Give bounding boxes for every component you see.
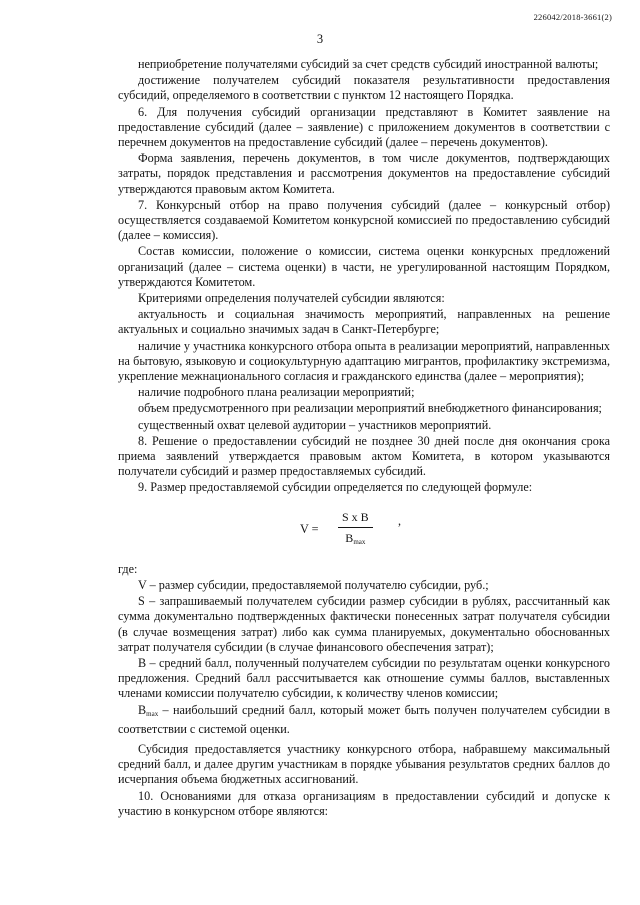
formula-denominator: $B_{max}$ [345,530,366,546]
paragraph: 7. Конкурсный отбор на право получения субсидий (далее – конкурсный отбор) осуществляется создаваемой Комитетом конкурсной комиссией по предоставлению субсидий (далее – комиссия). [118,197,610,243]
paragraph: 9. Размер предоставляемой субсидии определяется по следующей формуле: [138,480,533,495]
paragraph: Состав комиссии, положение о комиссии, система оценки конкурсных предложений организаций (далее – система оценки) в части, не урегулированной настоящим Порядком, утверждаются Комитетом. [118,244,610,289]
formula-comma: , [398,513,402,528]
where-label: где: [118,561,138,576]
paragraph: неприобретение получателями субсидий за счет средств субсидий иностранной валюты; [138,57,599,71]
paragraph: Субсидия предоставляется участнику конкурсного отбора, набравшему максимальный средний балл, и далее другим участникам в порядке убывания результатов средних баллов до исчерпания объема бюджетных ассигнований. [118,741,610,787]
paragraph: наличие подробного плана реализации мероприятий; [138,385,415,400]
paragraph: наличие у участника конкурсного отбора опыта в реализации мероприятий, направленных на бытовую, языковую и социокультурную адаптацию мигрантов, профилактику экстремизма, укрепление межнационального согласия и гражданского единства (далее – мероприятия); [118,338,610,384]
paragraph: Критериями определения получателей субсидии являются: [138,291,445,306]
paragraph: 8. Решение о предоставлении субсидий не позднее 30 дней после дня окончания срока приема заявлений утверждается правовым актом Комитета, в котором указываются получатели субсидий и размер предоставляемых субсидий. [118,433,610,479]
formula-numerator: S x B [338,510,373,528]
definition-bmax: $B_{max}$ – наибольший средний балл, который может быть получен получателем субсидии в соответствии с системой оценки. [118,702,610,736]
page-number: 3 [316,32,324,46]
document-id: 226042/2018-3661(2) [533,12,612,22]
formula-lhs: V = [300,521,319,536]
definition: V – размер субсидии, предоставляемой получателю субсидии, руб.; [138,577,489,592]
definition: B – средний балл, полученный получателем субсидии по результатам оценки конкурсного предложения. Средний балл рассчитывается как отношение суммы баллов, выставленных членами комиссии получателю субсидии, к количеству членов комиссии; [118,655,610,701]
subsidy-formula [118,508,610,554]
paragraph: актуальность и социальная значимость мероприятий, направленных на решение актуальных и социально значимых задач в Санкт-Петербурге; [118,307,610,337]
paragraph: достижение получателем субсидий показателя результативности предоставления субсидий, определяемого в соответствии с пунктом 12 настоящего Порядка. [118,73,610,103]
body-text [118,57,610,820]
paragraph: 6. Для получения субсидий организации представляют в Комитет заявление на предоставление субсидий (далее – заявление) с приложением документов в соответствии с перечнем документов на предоставление субсидий (далее – перечень документов). [118,104,610,150]
definition: S – запрашиваемый получателем субсидии размер субсидии в рублях, рассчитанный как сумма документально подтвержденных фактически понесенных затрат получателя субсидии (в случае возмещения затрат) либо как сумма планируемых, документально обоснованных затрат получателя субсидии (в случае финансового обеспечения затрат); [118,594,610,654]
paragraph: 10. Основаниями для отказа организациям в предоставлении субсидий и допуске к участию в конкурсном отборе являются: [118,788,610,818]
paragraph: объем предусмотренного при реализации мероприятий внебюджетного финансирования; [138,401,602,416]
formula-fraction [338,510,373,550]
paragraph: Форма заявления, перечень документов, в том числе документов, подтверждающих затраты, порядок представления и рассмотрения документов на предоставление субсидий утверждаются правовым актом Комитета. [118,151,610,196]
paragraph: существенный охват целевой аудитории – участников мероприятий. [138,417,492,432]
